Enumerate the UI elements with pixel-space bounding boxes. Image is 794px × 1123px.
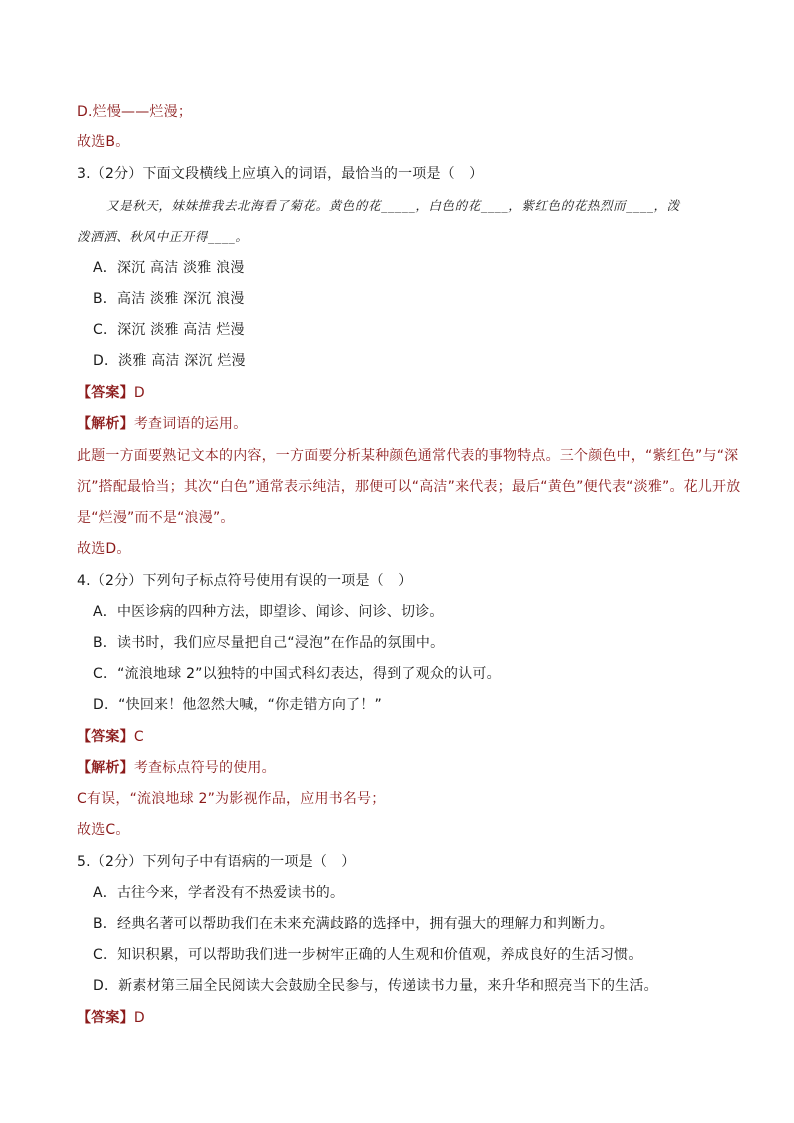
answer-tag: 【答案】 (77, 729, 134, 745)
analysis-tag: 【解析】 (77, 416, 134, 432)
prev-option-d: D.烂慢——烂漫； (77, 104, 193, 120)
q3-option-d: D．淡雅 高洁 深沉 烂漫 (93, 353, 246, 369)
q4-option-a: A．中医诊病的四种方法，即望诊、闻诊、问诊、切诊。 (93, 604, 444, 620)
q5-option-b: B．经典名著可以帮助我们在未来充满歧路的选择中，拥有强大的理解力和判断力。 (93, 916, 615, 932)
q3-stem: 3.（2分）下面文段横线上应填入的词语，最恰当的一项是（ ） (77, 166, 484, 182)
q3-explanation-1: 此题一方面要熟记文本的内容，一方面要分析某种颜色通常代表的事物特点。三个颜色中，“紫红色”与“深 (77, 448, 739, 464)
analysis-text: 考查标点符号的使用。 (133, 760, 276, 776)
q5-stem: 5.（2分）下列句子中有语病的一项是（ ） (77, 854, 356, 870)
q4-conclusion: 故选C。 (77, 822, 130, 838)
answer-value: D (133, 385, 145, 401)
q3-explanation-2: 沉”搭配最恰当；其次“白色”通常表示纯洁，那便可以“高洁”来代表；最后“黄色”便代表“淡雅”。花儿开放 (77, 479, 741, 495)
q3-option-c: C．深沉 淡雅 高洁 烂漫 (93, 322, 245, 338)
q5-answer (77, 1008, 145, 1028)
answer-tag: 【答案】 (77, 385, 134, 401)
q4-stem: 4.（2分）下列句子标点符号使用有误的一项是（ ） (77, 573, 413, 589)
q4-option-c: C．“流浪地球 2”以独特的中国式科幻表达，得到了观众的认可。 (93, 666, 501, 682)
q5-option-d: D．新素材第三届全民阅读大会鼓励全民参与，传递读书力量，来升华和照亮当下的生活。 (93, 978, 658, 994)
answer-tag: 【答案】 (77, 1010, 134, 1026)
q4-analysis (77, 758, 276, 778)
q3-passage-line-1: 又是秋天，妹妹推我去北海看了菊花。黄色的花_____，白色的花____，紫红色的花热烈而____，泼 (106, 198, 680, 213)
answer-value: C (133, 729, 144, 745)
q5-option-c: C．知识积累，可以帮助我们进一步树牢正确的人生观和价值观，养成良好的生活习惯。 (93, 947, 643, 963)
q5-option-a: A．古往今来，学者没有不热爱读书的。 (93, 885, 345, 901)
q4-answer (77, 727, 144, 747)
q3-option-b: B．高洁 淡雅 深沉 浪漫 (93, 291, 245, 307)
q4-option-d: D．“快回来！他忽然大喊，“你走错方向了！” (93, 697, 382, 713)
q3-answer (77, 383, 145, 403)
q4-option-b: B．读书时，我们应尽量把自己“浸泡”在作品的氛围中。 (93, 635, 445, 651)
q3-analysis (77, 414, 247, 434)
q3-passage-line-2: 泼洒洒、秋风中正开得____。 (77, 229, 249, 244)
q4-explanation-1: C有误，“流浪地球 2”为影视作品，应用书名号； (77, 791, 386, 807)
q3-conclusion: 故选D。 (77, 541, 131, 557)
analysis-text: 考查词语的运用。 (133, 416, 248, 432)
prev-conclusion: 故选B。 (77, 134, 130, 150)
q3-explanation-3: 是“烂漫”而不是“浪漫”。 (77, 510, 235, 526)
analysis-tag: 【解析】 (77, 760, 134, 776)
q3-option-a: A．深沉 高洁 淡雅 浪漫 (93, 260, 245, 276)
answer-value: D (133, 1010, 145, 1026)
